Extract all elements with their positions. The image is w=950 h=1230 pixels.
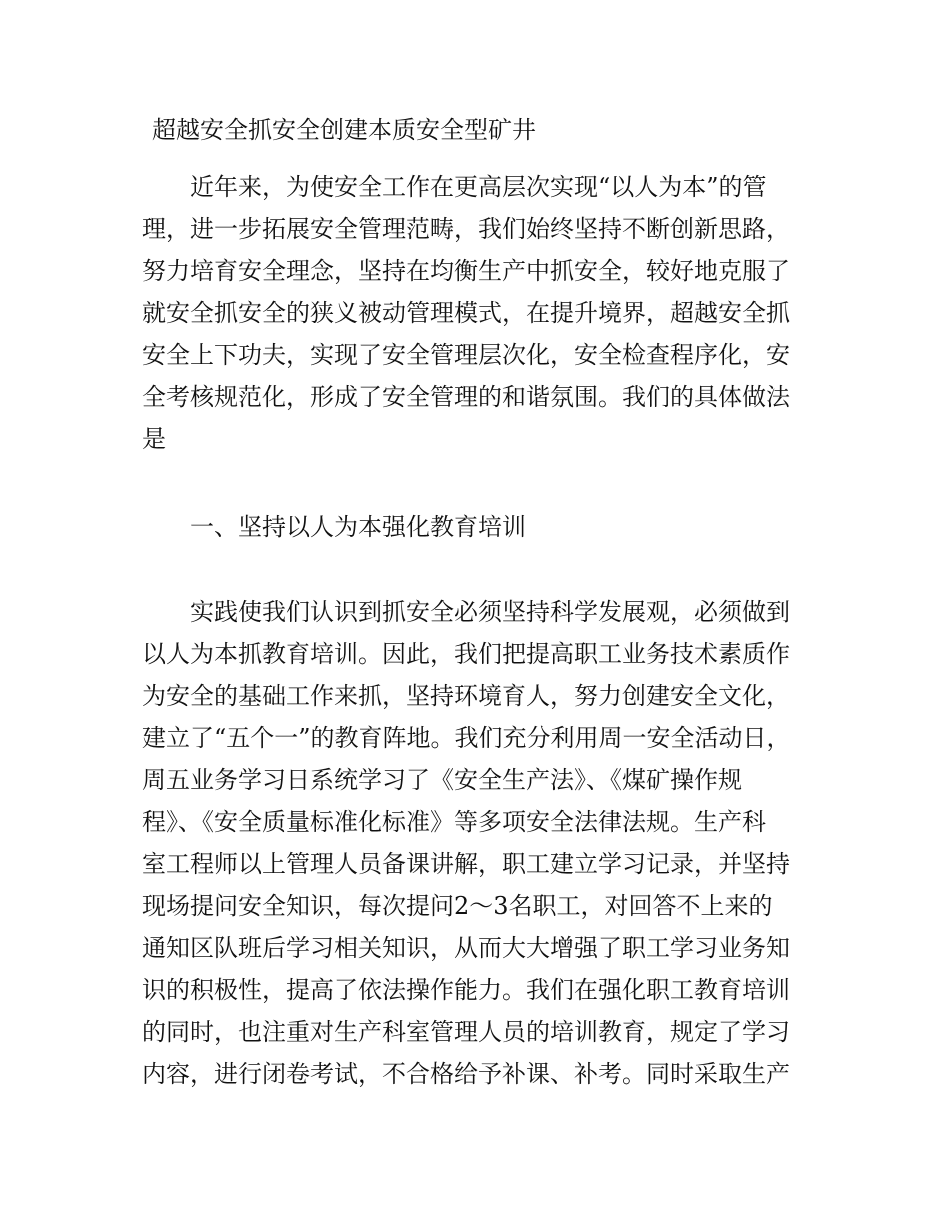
paragraph-line: 建立了“五个一”的教育阵地。我们充分利用周一安全活动日， xyxy=(142,724,791,752)
paragraph-line: 近年来，为使安全工作在更高层次实现“以人为本”的管 xyxy=(190,173,767,201)
paragraph-line: 以人为本抓教育培训。因此，我们把提高职工业务技术素质作 xyxy=(142,640,790,668)
paragraph-line: 安全上下功夫，实现了安全管理层次化，安全检查程序化，安 xyxy=(142,341,790,369)
paragraph-line: 现场提问安全知识，每次提问2～3名职工，对回答不上来的 xyxy=(142,892,773,920)
paragraph-line: 就安全抓安全的狭义被动管理模式，在提升境界，超越安全抓 xyxy=(142,299,790,327)
section-heading: 一、坚持以人为本强化教育培训 xyxy=(190,513,526,541)
paragraph-line: 室工程师以上管理人员备课讲解，职工建立学习记录，并坚持 xyxy=(142,850,790,878)
paragraph-line: 努力培育安全理念，坚持在均衡生产中抓安全，较好地克服了 xyxy=(142,257,790,285)
paragraph-line: 内容，进行闭卷考试，不合格给予补课、补考。同时采取生产 xyxy=(142,1060,790,1088)
document-title: 超越安全抓安全创建本质安全型矿井 xyxy=(152,116,536,144)
paragraph-line: 的同时，也注重对生产科室管理人员的培训教育，规定了学习 xyxy=(142,1018,790,1046)
paragraph-line: 理，进一步拓展安全管理范畴，我们始终坚持不断创新思路， xyxy=(142,215,790,243)
paragraph-line: 识的积极性，提高了依法操作能力。我们在强化职工教育培训 xyxy=(142,976,790,1004)
paragraph-line: 程》、《安全质量标准化标准》等多项安全法律法规。生产科 xyxy=(142,808,766,836)
paragraph-line: 通知区队班后学习相关知识，从而大大增强了职工学习业务知 xyxy=(142,934,790,962)
paragraph-line: 周五业务学习日系统学习了《安全生产法》、《煤矿操作规 xyxy=(142,766,742,794)
paragraph-line: 全考核规范化，形成了安全管理的和谐氛围。我们的具体做法 xyxy=(142,383,790,411)
paragraph-line: 实践使我们认识到抓安全必须坚持科学发展观，必须做到 xyxy=(190,598,790,626)
paragraph-line: 是 xyxy=(142,425,166,453)
paragraph-line: 为安全的基础工作来抓，坚持环境育人，努力创建安全文化， xyxy=(142,682,790,710)
